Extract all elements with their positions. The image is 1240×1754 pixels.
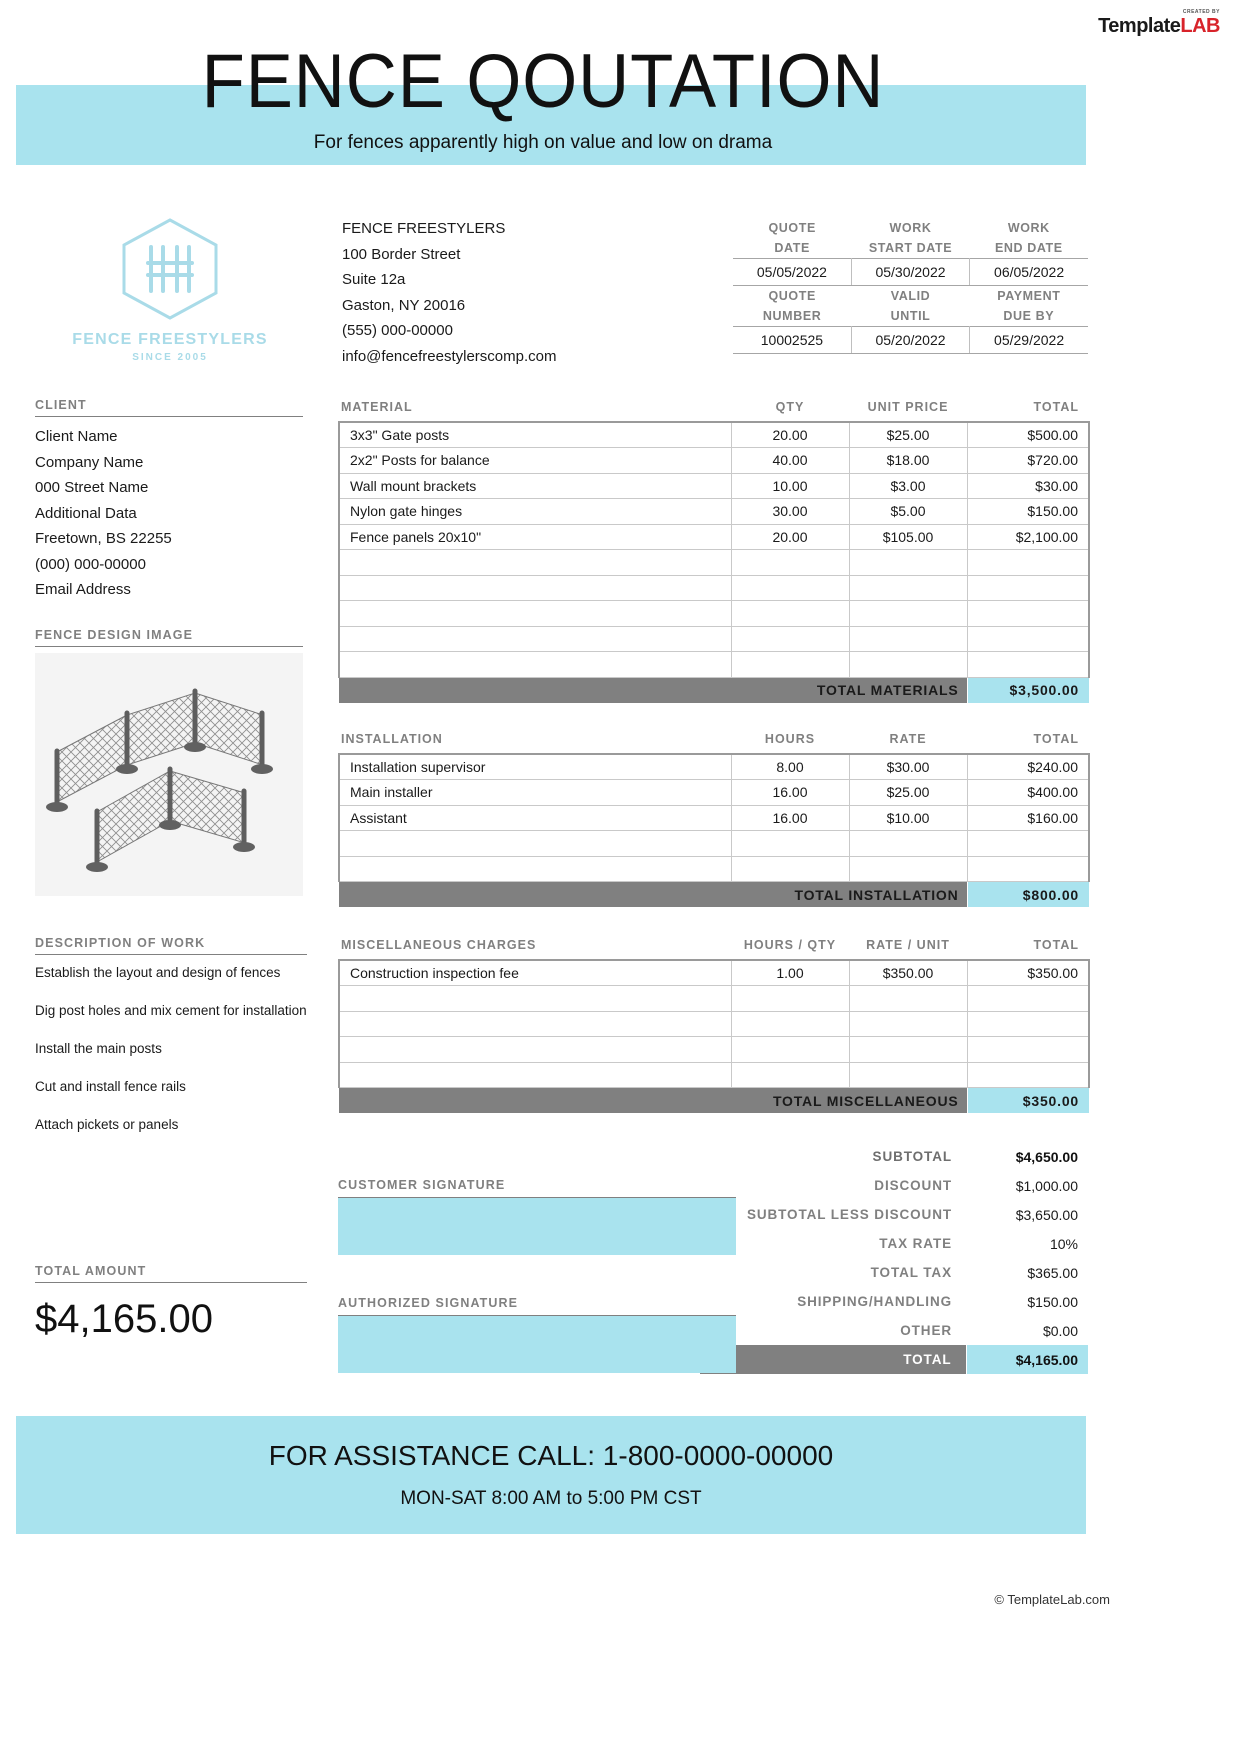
- installation-total-value: $800.00: [967, 882, 1089, 908]
- table-row[interactable]: [339, 652, 1089, 678]
- materials-col-qty: QTY: [731, 398, 849, 422]
- table-row[interactable]: [339, 550, 1089, 576]
- quote-number-header: [733, 286, 851, 327]
- cell-total[interactable]: $720.00: [967, 448, 1089, 474]
- installation-col-rate: RATE: [849, 730, 967, 754]
- cell-total[interactable]: $30.00: [967, 473, 1089, 499]
- cell-total[interactable]: $500.00: [967, 422, 1089, 448]
- cell-qty[interactable]: 40.00: [731, 448, 849, 474]
- date-header-row-1: [733, 218, 1088, 259]
- company-line-2: Suite 12a: [342, 271, 406, 288]
- cell-desc[interactable]: [339, 575, 731, 601]
- cell-desc[interactable]: 2x2" Posts for balance: [339, 448, 731, 474]
- cell-total[interactable]: $240.00: [967, 754, 1089, 780]
- company-line-1: 100 Border Street: [342, 245, 461, 263]
- cell-rate[interactable]: [849, 575, 967, 601]
- description-item-3: Cut and install fence rails: [35, 1079, 186, 1094]
- cell-hours[interactable]: 8.00: [731, 754, 849, 780]
- cell-rate[interactable]: $25.00: [849, 422, 967, 448]
- miscellaneous-section: [338, 936, 1088, 1113]
- cell-desc[interactable]: [339, 626, 731, 652]
- installation-col-total: TOTAL: [967, 730, 1089, 754]
- cell-qty[interactable]: [731, 986, 849, 1012]
- cell-desc[interactable]: [339, 1011, 731, 1037]
- cell-total[interactable]: $350.00: [967, 960, 1089, 986]
- cell-qty[interactable]: [731, 1011, 849, 1037]
- cell-total[interactable]: [967, 831, 1089, 857]
- cell-rate[interactable]: $10.00: [849, 805, 967, 831]
- summary-value-tax-rate[interactable]: 10%: [1049, 1235, 1078, 1252]
- table-row[interactable]: [339, 1037, 1089, 1063]
- description-item-2: Install the main posts: [35, 1041, 162, 1056]
- cell-total[interactable]: [967, 1011, 1089, 1037]
- company-line-3: Gaston, NY 20016: [342, 296, 466, 314]
- cell-qty[interactable]: 30.00: [731, 499, 849, 525]
- client-details: [35, 424, 303, 603]
- cell-rate[interactable]: $5.00: [849, 499, 967, 525]
- table-row[interactable]: [339, 601, 1089, 627]
- valid-until-header: [851, 286, 969, 327]
- description-item-4: Attach pickets or panels: [35, 1117, 179, 1132]
- table-row[interactable]: [339, 626, 1089, 652]
- cell-hours[interactable]: 16.00: [731, 780, 849, 806]
- company-line-0: FENCE FREESTYLERS: [342, 220, 506, 237]
- authorized-signature-field[interactable]: [338, 1316, 736, 1373]
- table-row[interactable]: [339, 499, 1089, 525]
- summary-value-subtotal: $4,650.00: [1015, 1148, 1078, 1165]
- cell-total[interactable]: [967, 550, 1089, 576]
- fence-design-image: [35, 653, 303, 896]
- table-row[interactable]: [339, 575, 1089, 601]
- work-end-date-value[interactable]: 06/05/2022: [970, 259, 1088, 286]
- hexagon-logo-icon: [115, 215, 225, 323]
- summary-label-other: OTHER: [900, 1323, 952, 1338]
- company-info-block: [342, 216, 556, 369]
- cell-desc[interactable]: Assistant: [339, 805, 731, 831]
- valid-until-value[interactable]: 05/20/2022: [851, 327, 969, 354]
- summary-row-discount: [700, 1171, 1088, 1200]
- summary-label-tax-rate: TAX RATE: [879, 1236, 952, 1251]
- summary-section: [700, 1142, 1088, 1374]
- table-row[interactable]: [339, 448, 1089, 474]
- logo-company-name: FENCE FREESTYLERS: [72, 331, 268, 348]
- client-line-5: (000) 000-00000: [35, 555, 146, 573]
- fence-design-label: FENCE DESIGN IMAGE: [35, 628, 303, 647]
- cell-total[interactable]: [967, 652, 1089, 678]
- date-header-row-2: [733, 286, 1088, 327]
- materials-header-row: [339, 398, 1089, 422]
- misc-col-qty: HOURS / QTY: [731, 936, 849, 960]
- summary-label-subtotal-less-discount: SUBTOTAL LESS DISCOUNT: [746, 1207, 952, 1222]
- payment-due-header-line2: DUE BY: [1003, 309, 1055, 323]
- description-of-work-section: [35, 936, 307, 1153]
- installation-table: [338, 730, 1090, 907]
- summary-label-total: TOTAL: [700, 1345, 966, 1374]
- client-section: [35, 398, 303, 603]
- work-start-date-header: [851, 218, 969, 259]
- cell-desc[interactable]: Nylon gate hinges: [339, 499, 731, 525]
- page-title: FENCE QOUTATION: [201, 39, 885, 124]
- materials-body: [339, 422, 1089, 703]
- table-row[interactable]: [339, 960, 1089, 986]
- cell-rate[interactable]: [849, 601, 967, 627]
- misc-col-total: TOTAL: [967, 936, 1089, 960]
- page-subtitle: For fences apparently high on value and low on drama: [313, 132, 773, 153]
- cell-desc[interactable]: 3x3" Gate posts: [339, 422, 731, 448]
- misc-col-rate: RATE / UNIT: [849, 936, 967, 960]
- materials-total-label: TOTAL MATERIALS: [339, 677, 967, 703]
- materials-col-total: TOTAL: [967, 398, 1089, 422]
- miscellaneous-header-row: [339, 936, 1089, 960]
- cell-rate[interactable]: $3.00: [849, 473, 967, 499]
- cell-rate[interactable]: [849, 986, 967, 1012]
- summary-value-other[interactable]: $0.00: [1042, 1322, 1078, 1339]
- cell-rate[interactable]: $25.00: [849, 780, 967, 806]
- cell-rate[interactable]: [849, 1037, 967, 1063]
- description-item-1: Dig post holes and mix cement for installation: [35, 1003, 307, 1018]
- total-amount-label: TOTAL AMOUNT: [35, 1264, 307, 1283]
- cell-rate[interactable]: $105.00: [849, 524, 967, 550]
- summary-row-subtotal-less-discount: [700, 1200, 1088, 1229]
- materials-total-value: $3,500.00: [967, 677, 1089, 703]
- miscellaneous-table: [338, 936, 1090, 1113]
- materials-total-row: [339, 677, 1089, 703]
- quote-number-header-line1: QUOTE: [768, 289, 816, 303]
- summary-value-total: $4,165.00: [966, 1345, 1088, 1374]
- cell-rate[interactable]: $18.00: [849, 448, 967, 474]
- templatelab-name-red: LAB: [1180, 15, 1220, 37]
- created-by-label: CREATED BY: [1182, 9, 1220, 15]
- table-row[interactable]: [339, 856, 1089, 882]
- quote-number-header-line2: NUMBER: [762, 309, 822, 323]
- quote-date-header-line2: DATE: [774, 241, 810, 255]
- installation-header-row: [339, 730, 1089, 754]
- summary-row-other: [700, 1316, 1088, 1345]
- description-item-0: Establish the layout and design of fences: [35, 965, 281, 980]
- cell-qty[interactable]: [731, 575, 849, 601]
- cell-rate[interactable]: [849, 652, 967, 678]
- cell-total[interactable]: $160.00: [967, 805, 1089, 831]
- client-line-1: Company Name: [35, 453, 144, 471]
- cell-desc[interactable]: [339, 550, 731, 576]
- total-amount-value: $4,165.00: [35, 1297, 213, 1341]
- cell-desc[interactable]: [339, 856, 731, 882]
- work-start-header-line1: WORK: [889, 221, 932, 235]
- quote-dates-table: [733, 218, 1088, 354]
- valid-until-header-line1: VALID: [890, 289, 931, 303]
- table-row[interactable]: [339, 780, 1089, 806]
- valid-until-header-line2: UNTIL: [890, 309, 931, 323]
- customer-signature-section: [338, 1178, 736, 1255]
- client-line-0: Client Name: [35, 428, 118, 445]
- cell-desc[interactable]: [339, 601, 731, 627]
- cell-total[interactable]: $400.00: [967, 780, 1089, 806]
- misc-col-desc: MISCELLANEOUS CHARGES: [339, 936, 731, 960]
- installation-col-hours: HOURS: [731, 730, 849, 754]
- summary-row-total-tax: [700, 1258, 1088, 1287]
- total-amount-section: [35, 1264, 307, 1342]
- cell-desc[interactable]: [339, 652, 731, 678]
- quote-date-header: [733, 218, 851, 259]
- cell-desc[interactable]: [339, 1037, 731, 1063]
- quote-number-value[interactable]: 10002525: [733, 327, 851, 354]
- date-value-row-1: [733, 259, 1088, 286]
- summary-value-total-tax: $365.00: [1027, 1264, 1078, 1281]
- cell-total[interactable]: [967, 1037, 1089, 1063]
- installation-section: [338, 730, 1088, 907]
- table-row[interactable]: [339, 524, 1089, 550]
- description-items: [35, 963, 307, 1134]
- work-start-header-line2: START DATE: [868, 241, 953, 255]
- cell-hours[interactable]: [731, 831, 849, 857]
- table-row[interactable]: [339, 1011, 1089, 1037]
- summary-label-subtotal: SUBTOTAL: [872, 1149, 952, 1164]
- summary-value-discount[interactable]: $1,000.00: [1015, 1177, 1078, 1194]
- templatelab-name-dark: Template: [1098, 15, 1181, 37]
- miscellaneous-total-label: TOTAL MISCELLANEOUS: [339, 1088, 967, 1114]
- table-row[interactable]: [339, 805, 1089, 831]
- cell-desc[interactable]: Installation supervisor: [339, 754, 731, 780]
- table-row[interactable]: [339, 754, 1089, 780]
- company-line-5: info@fencefreestylerscomp.com: [342, 347, 557, 365]
- summary-table: [700, 1142, 1088, 1374]
- table-row[interactable]: [339, 473, 1089, 499]
- cell-rate[interactable]: [849, 626, 967, 652]
- cell-desc[interactable]: [339, 831, 731, 857]
- summary-row-tax-rate: [700, 1229, 1088, 1258]
- payment-due-value[interactable]: 05/29/2022: [970, 327, 1088, 354]
- cell-total[interactable]: $150.00: [967, 499, 1089, 525]
- cell-qty[interactable]: 10.00: [731, 473, 849, 499]
- cell-rate[interactable]: $30.00: [849, 754, 967, 780]
- summary-value-subtotal-less-discount: $3,650.00: [1015, 1206, 1078, 1223]
- cell-total[interactable]: [967, 986, 1089, 1012]
- client-line-4: Freetown, BS 22255: [35, 530, 172, 547]
- description-label: DESCRIPTION OF WORK: [35, 936, 307, 955]
- summary-row-subtotal: [700, 1142, 1088, 1171]
- client-line-2: 000 Street Name: [35, 479, 149, 496]
- cell-qty[interactable]: [731, 652, 849, 678]
- client-line-3: Additional Data: [35, 504, 137, 522]
- cell-qty[interactable]: [731, 1062, 849, 1088]
- cell-rate[interactable]: [849, 550, 967, 576]
- cell-rate[interactable]: [849, 1011, 967, 1037]
- cell-desc[interactable]: Fence panels 20x10": [339, 524, 731, 550]
- quote-date-value[interactable]: 05/05/2022: [733, 259, 851, 286]
- installation-total-row: [339, 882, 1089, 908]
- footer-hours-text: MON-SAT 8:00 AM to 5:00 PM CST: [400, 1488, 702, 1509]
- cell-rate[interactable]: [849, 831, 967, 857]
- materials-col-rate: UNIT PRICE: [849, 398, 967, 422]
- table-row[interactable]: [339, 422, 1089, 448]
- cell-total[interactable]: [967, 601, 1089, 627]
- miscellaneous-total-row: [339, 1088, 1089, 1114]
- authorized-signature-label: AUTHORIZED SIGNATURE: [338, 1296, 736, 1316]
- cell-qty[interactable]: [731, 1037, 849, 1063]
- client-label: CLIENT: [35, 398, 303, 417]
- client-line-6: Email Address: [35, 581, 131, 598]
- table-row[interactable]: [339, 831, 1089, 857]
- summary-label-total-tax: TOTAL TAX: [870, 1265, 952, 1280]
- cell-desc[interactable]: Main installer: [339, 780, 731, 806]
- summary-row-shipping: [700, 1287, 1088, 1316]
- templatelab-wordmark: [1098, 16, 1220, 36]
- cell-total[interactable]: [967, 1062, 1089, 1088]
- table-row[interactable]: [339, 986, 1089, 1012]
- company-logo: [55, 215, 285, 363]
- materials-section: [338, 398, 1088, 703]
- cell-qty[interactable]: 20.00: [731, 422, 849, 448]
- date-value-row-2: [733, 327, 1088, 354]
- installation-body: [339, 754, 1089, 907]
- cell-rate[interactable]: [849, 856, 967, 882]
- cell-rate[interactable]: $350.00: [849, 960, 967, 986]
- cell-desc[interactable]: [339, 986, 731, 1012]
- materials-col-desc: MATERIAL: [339, 398, 731, 422]
- customer-signature-field[interactable]: [338, 1198, 736, 1255]
- cell-qty[interactable]: [731, 626, 849, 652]
- cell-total[interactable]: [967, 856, 1089, 882]
- summary-label-discount: DISCOUNT: [874, 1178, 952, 1193]
- cell-qty[interactable]: 1.00: [731, 960, 849, 986]
- installation-total-label: TOTAL INSTALLATION: [339, 882, 967, 908]
- cell-qty[interactable]: [731, 601, 849, 627]
- cell-qty[interactable]: [731, 550, 849, 576]
- work-end-header-line2: END DATE: [994, 241, 1063, 255]
- cell-desc[interactable]: Construction inspection fee: [339, 960, 731, 986]
- logo-since-text: SINCE 2005: [132, 352, 208, 363]
- summary-value-shipping[interactable]: $150.00: [1027, 1293, 1078, 1310]
- company-line-4: (555) 000-00000: [342, 322, 453, 339]
- templatelab-logo: [1098, 10, 1220, 36]
- cell-total[interactable]: [967, 575, 1089, 601]
- miscellaneous-body: [339, 960, 1089, 1113]
- summary-row-grand-total: [700, 1345, 1088, 1374]
- summary-label-shipping: SHIPPING/HANDLING: [797, 1294, 952, 1309]
- work-end-date-header: [970, 218, 1088, 259]
- fence-design-section: [35, 628, 303, 896]
- installation-col-desc: INSTALLATION: [339, 730, 731, 754]
- cell-total[interactable]: $2,100.00: [967, 524, 1089, 550]
- materials-table: [338, 398, 1090, 703]
- payment-due-header-line1: PAYMENT: [997, 289, 1061, 303]
- cell-hours[interactable]: 16.00: [731, 805, 849, 831]
- cell-desc[interactable]: [339, 1062, 731, 1088]
- cell-total[interactable]: [967, 626, 1089, 652]
- fence-illustration-icon: [35, 653, 303, 896]
- customer-signature-label: CUSTOMER SIGNATURE: [338, 1178, 736, 1198]
- cell-desc[interactable]: Wall mount brackets: [339, 473, 731, 499]
- authorized-signature-section: [338, 1296, 736, 1373]
- cell-hours[interactable]: [731, 856, 849, 882]
- miscellaneous-total-value: $350.00: [967, 1088, 1089, 1114]
- copyright-text: © TemplateLab.com: [994, 1592, 1110, 1607]
- footer-assistance-text: FOR ASSISTANCE CALL: 1-800-0000-00000: [268, 1440, 834, 1471]
- cell-rate[interactable]: [849, 1062, 967, 1088]
- footer-band: [16, 1416, 1086, 1534]
- cell-qty[interactable]: 20.00: [731, 524, 849, 550]
- payment-due-header: [970, 286, 1088, 327]
- quote-date-header-line1: QUOTE: [768, 221, 816, 235]
- work-end-header-line1: WORK: [1007, 221, 1050, 235]
- work-start-date-value[interactable]: 05/30/2022: [851, 259, 969, 286]
- table-row[interactable]: [339, 1062, 1089, 1088]
